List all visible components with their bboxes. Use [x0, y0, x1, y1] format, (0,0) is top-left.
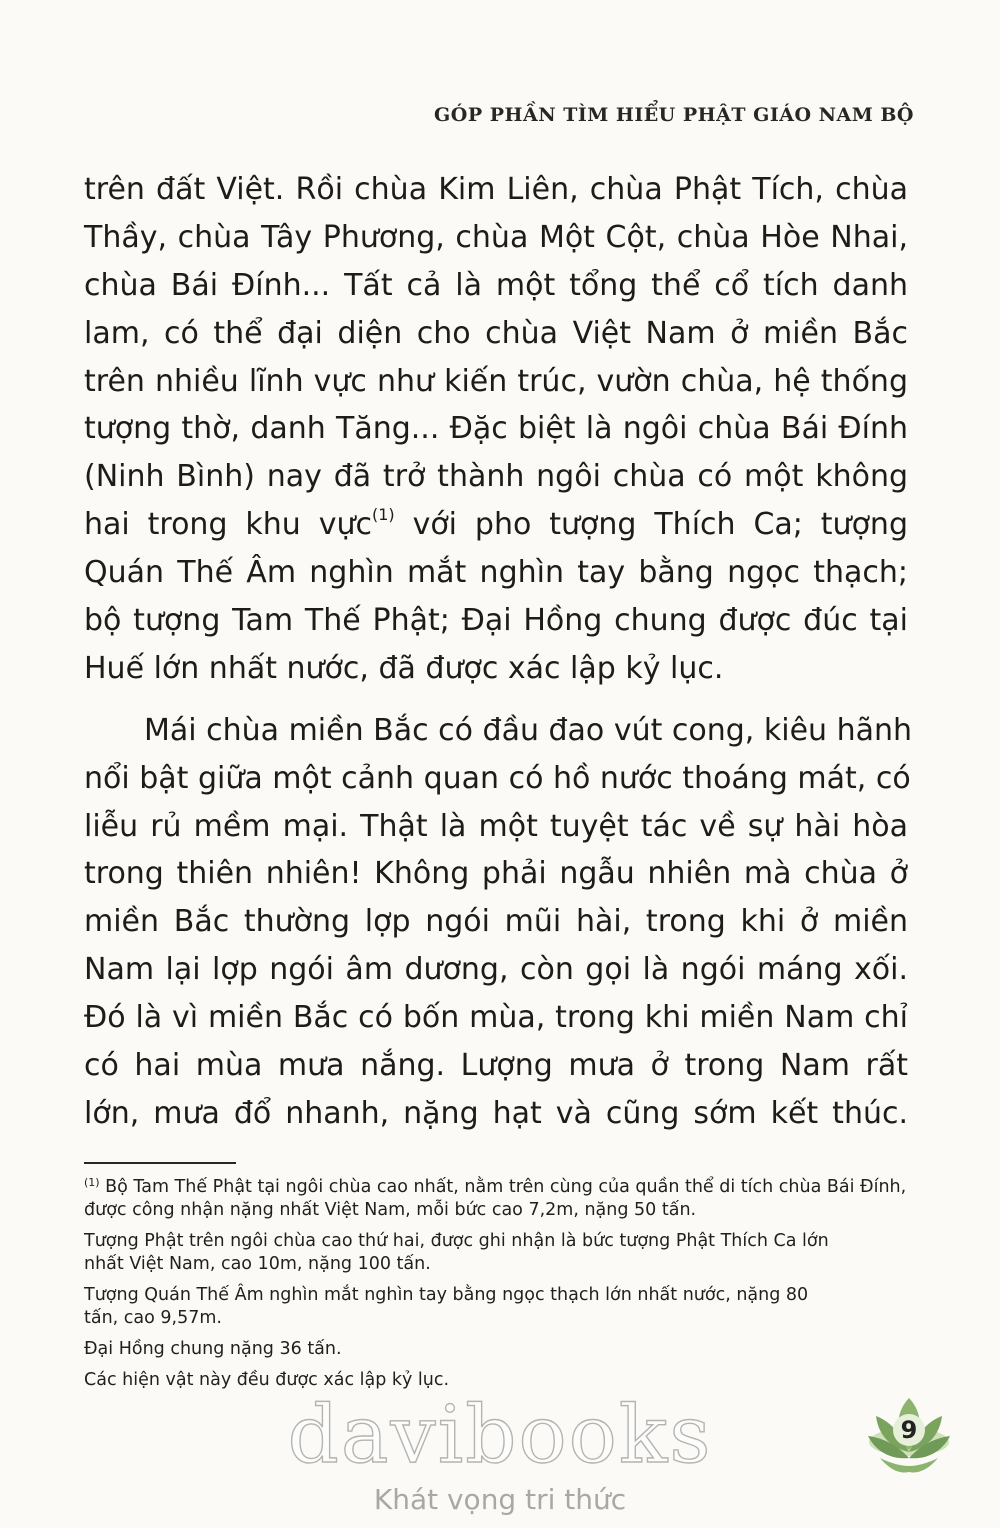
- footnote-gap: [84, 1361, 914, 1369]
- footnote-line: được công nhận nặng nhất Việt Nam, mỗi bức cao 7,2m, nặng 50 tấn.: [84, 1200, 697, 1220]
- footnote-line: [84, 1176, 914, 1199]
- watermark-brand: davibooks: [287, 1388, 713, 1481]
- text-line: bộ tượng Tam Thế Phật; Đại Hồng chung được đúc tại: [84, 603, 908, 639]
- text-line: Mái chùa miền Bắc có đầu đao vút cong, kiêu hãnh: [144, 712, 913, 748]
- text-line: nổi bật giữa một cảnh quan có hồ nước thoáng mát, có: [84, 760, 911, 796]
- text-fragment: hai trong khu vực: [84, 507, 372, 543]
- footnote-separator: [84, 1162, 236, 1164]
- footnote-marker: (1): [84, 1176, 100, 1189]
- footnote-line: Các hiện vật này đều được xác lập kỷ lục.: [84, 1370, 450, 1390]
- text-line: trong thiên nhiên! Không phải ngẫu nhiên mà chùa ở: [84, 856, 908, 892]
- footnote-text: Bộ Tam Thế Phật tại ngôi chùa cao nhất, nằm trên cùng của quần thể di tích chùa Bái Đính,: [99, 1177, 907, 1197]
- text-line: Đó là vì miền Bắc có bốn mùa, trong khi miền Nam chỉ: [84, 1000, 908, 1036]
- text-line: lớn, mưa đổ nhanh, nặng hạt và cũng sớm kết thúc.: [84, 1095, 908, 1131]
- text-line: Thầy, chùa Tây Phương, chùa Một Cột, chùa Hòe Nhai,: [84, 219, 908, 255]
- footnote-reference[interactable]: (1): [371, 505, 395, 525]
- text-fragment: với pho tượng Thích Ca; tượng: [394, 507, 908, 543]
- footnote-line: Tượng Quán Thế Âm nghìn mắt nghìn tay bằng ngọc thạch lớn nhất nước, nặng 80: [84, 1285, 809, 1305]
- text-line: chùa Bái Đính... Tất cả là một tổng thể cổ tích danh: [84, 267, 908, 303]
- text-line: trên đất Việt. Rồi chùa Kim Liên, chùa Phật Tích, chùa: [84, 172, 908, 207]
- watermark-slogan: Khát vọng tri thức: [373, 1483, 627, 1516]
- text-line: lam, có thể đại diện cho chùa Việt Nam ở miền Bắc: [84, 315, 908, 351]
- text-line: liễu rủ mềm mại. Thật là một tuyệt tác về sự hài hòa: [84, 808, 908, 844]
- text-line: Quán Thế Âm nghìn mắt nghìn tay bằng ngọc thạch;: [84, 555, 908, 591]
- text-line: Nam lại lợp ngói âm dương, còn gọi là ngói máng xối.: [84, 952, 908, 988]
- text-line-with-footnote: [84, 501, 908, 549]
- footnote-gap: [84, 1330, 914, 1338]
- footnote-line: Tượng Phật trên ngôi chùa cao thứ hai, được ghi nhận là bức tượng Phật Thích Ca lớn: [84, 1231, 829, 1251]
- text-line: trên nhiều lĩnh vực như kiến trúc, vườn chùa, hệ thống: [84, 363, 908, 399]
- text-line: tượng thờ, danh Tăng... Đặc biệt là ngôi chùa Bái Đính: [84, 411, 908, 447]
- footnote-line: Đại Hồng chung nặng 36 tấn.: [84, 1339, 342, 1359]
- text-line: có hai mùa mưa nắng. Lượng mưa ở trong Nam rất: [84, 1048, 908, 1084]
- footnote-line: nhất Việt Nam, cao 10m, nặng 100 tấn.: [84, 1254, 431, 1274]
- body-text: [84, 166, 913, 1138]
- running-header: GÓP PHẦN TÌM HIỂU PHẬT GIÁO NAM BỘ: [434, 104, 914, 126]
- paragraph-gap: [84, 693, 908, 707]
- footnote-gap: [84, 1222, 914, 1230]
- text-line: miền Bắc thường lợp ngói mũi hài, trong khi ở miền: [84, 904, 908, 940]
- page-number: 9: [900, 1416, 918, 1444]
- text-line: (Ninh Bình) nay đã trở thành ngôi chùa có một không: [84, 459, 908, 495]
- page-number-badge: [866, 1394, 952, 1480]
- footnote-gap: [84, 1276, 914, 1284]
- footnotes: [84, 1176, 914, 1392]
- footnote-line: tấn, cao 9,57m.: [84, 1308, 222, 1328]
- text-line: Huế lớn nhất nước, đã được xác lập kỷ lục.: [84, 650, 724, 686]
